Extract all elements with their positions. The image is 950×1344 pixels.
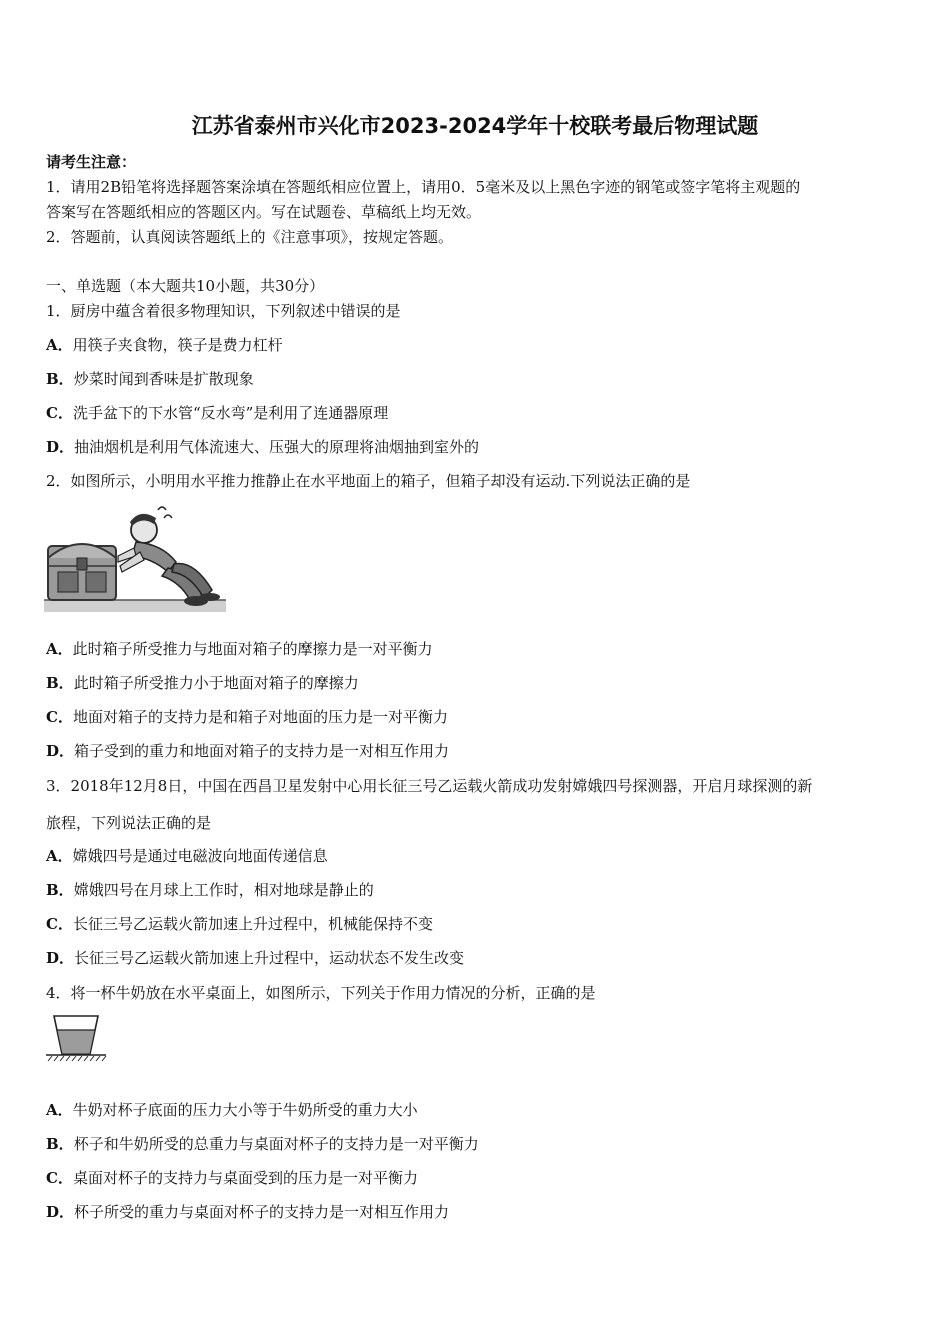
- option-key: D．: [46, 438, 75, 456]
- question-1-stem: 1．厨房中蕴含着很多物理知识，下列叙述中错误的是: [46, 302, 401, 320]
- option-text: 此时箱子所受推力与地面对箱子的摩擦力是一对平衡力: [72, 640, 433, 658]
- question-2-option-b: [46, 673, 359, 693]
- option-text: 炒菜时闻到香味是扩散现象: [73, 370, 254, 388]
- question-3-stem: 3．2018年12月8日，中国在西昌卫星发射中心用长征三号乙运载火箭成功发射嫦娥四号探测器，开启月球探测的新: [46, 777, 813, 795]
- notice-line-1-cont: 答案写在答题纸相应的答题区内。写在试题卷、草稿纸上均无效。: [46, 203, 482, 221]
- question-1-option-a: [46, 335, 283, 355]
- option-key: B．: [46, 1135, 74, 1153]
- option-text: 长征三号乙运载火箭加速上升过程中，机械能保持不变: [72, 915, 433, 933]
- option-key: C．: [46, 1169, 73, 1187]
- option-key: B．: [46, 881, 74, 899]
- option-key: D．: [46, 742, 75, 760]
- option-text: 地面对箱子的支持力是和箱子对地面的压力是一对平衡力: [72, 708, 448, 726]
- notice-line-2: 2．答题前，认真阅读答题纸上的《注意事项》，按规定答题。: [46, 228, 454, 246]
- option-key: D．: [46, 949, 75, 967]
- option-key: B．: [46, 370, 74, 388]
- question-2-option-a: [46, 639, 433, 659]
- option-text: 牛奶对杯子底面的压力大小等于牛奶所受的重力大小: [72, 1101, 418, 1119]
- option-key: C．: [46, 915, 73, 933]
- pushing-box-figure: [44, 500, 226, 614]
- option-text: 长征三号乙运载火箭加速上升过程中，运动状态不发生改变: [74, 949, 465, 967]
- question-3-option-a: [46, 846, 328, 866]
- notice-line-1: 1．请用2B铅笔将选择题答案涂填在答题纸相应位置上，请用0．5毫米及以上黑色字迹的钢笔或签字笔将主观题的: [46, 178, 801, 196]
- option-text: 箱子受到的重力和地面对箱子的支持力是一对相互作用力: [74, 742, 450, 760]
- option-text: 用筷子夹食物，筷子是费力杠杆: [72, 336, 283, 354]
- question-4-option-c: [46, 1168, 418, 1188]
- question-3-option-d: [46, 948, 464, 968]
- option-key: A．: [46, 336, 73, 354]
- question-2-option-c: [46, 707, 448, 727]
- option-text: 此时箱子所受推力小于地面对箱子的摩擦力: [73, 674, 359, 692]
- option-text: 杯子所受的重力与桌面对杯子的支持力是一对相互作用力: [74, 1203, 450, 1221]
- question-1-option-c: [46, 403, 388, 423]
- option-text: 桌面对杯子的支持力与桌面受到的压力是一对平衡力: [72, 1169, 418, 1187]
- option-key: C．: [46, 708, 73, 726]
- option-text: 抽油烟机是利用气体流速大、压强大的原理将油烟抽到室外的: [74, 438, 480, 456]
- option-key: A．: [46, 640, 73, 658]
- question-4-option-a: [46, 1100, 418, 1120]
- option-key: A．: [46, 1101, 73, 1119]
- option-key: C．: [46, 404, 73, 422]
- option-text: 嫦娥四号在月球上工作时，相对地球是静止的: [73, 881, 374, 899]
- milk-cup-figure: [44, 1012, 108, 1062]
- question-3-option-c: [46, 914, 433, 934]
- milk-shape: [57, 1030, 95, 1054]
- question-1-option-b: [46, 369, 254, 389]
- question-3-stem-cont: 旅程，下列说法正确的是: [46, 814, 212, 832]
- option-key: A．: [46, 847, 73, 865]
- question-3-option-b: [46, 880, 374, 900]
- option-key: D．: [46, 1203, 75, 1221]
- question-4-option-b: [46, 1134, 479, 1154]
- question-4-option-d: [46, 1202, 449, 1222]
- question-2-option-d: [46, 741, 449, 761]
- option-key: B．: [46, 674, 74, 692]
- section-heading: 一、单选题（本大题共10小题，共30分）: [46, 277, 325, 295]
- option-text: 洗手盆下的下水管“反水弯”是利用了连通器原理: [72, 404, 389, 422]
- notice-heading: 请考生注意：: [46, 153, 137, 171]
- question-4-stem: 4．将一杯牛奶放在水平桌面上，如图所示，下列关于作用力情况的分析，正确的是: [46, 984, 596, 1002]
- option-text: 嫦娥四号是通过电磁波向地面传递信息: [72, 847, 328, 865]
- page-title: 江苏省泰州市兴化市2023-2024学年十校联考最后物理试题: [191, 114, 759, 138]
- option-text: 杯子和牛奶所受的总重力与桌面对杯子的支持力是一对平衡力: [73, 1135, 479, 1153]
- question-1-option-d: [46, 437, 479, 457]
- question-2-stem: 2．如图所示，小明用水平推力推静止在水平地面上的箱子，但箱子却没有运动.下列说法正确的是: [46, 472, 691, 490]
